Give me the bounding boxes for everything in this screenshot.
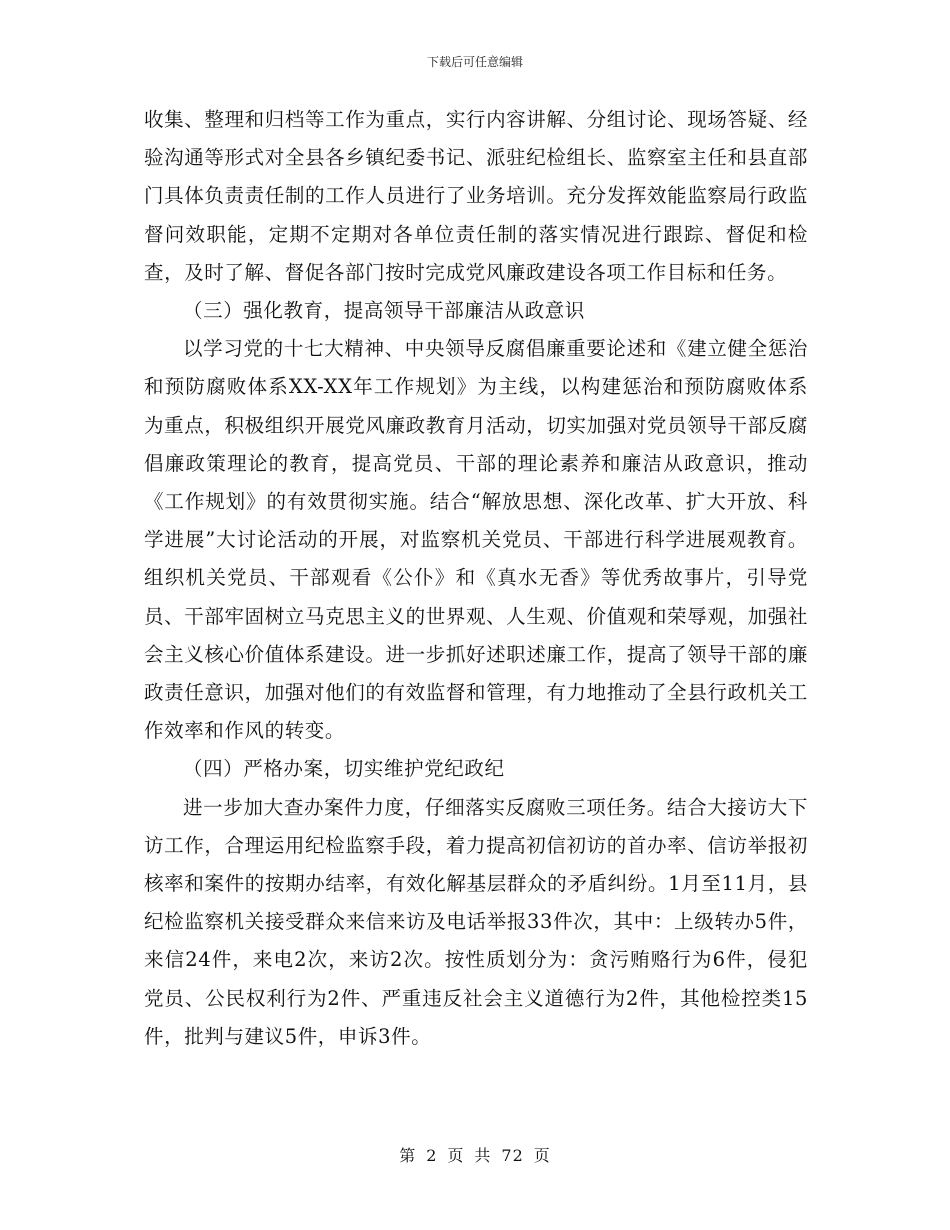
document-body	[144, 101, 808, 1056]
footer-total-pages: 72	[501, 1146, 524, 1165]
paragraph-continuation: 收集、整理和归档等工作为重点，实行内容讲解、分组讨论、现场答疑、经验沟通等形式对全县各乡镇纪委书记、派驻纪检组长、监察室主任和县直部门具体负责责任制的工作人员进行了业务培训。充分发挥效能监察局行政监督问效职能，定期不定期对各单位责任制的落实情况进行跟踪、督促和检查，及时了解、督促各部门按时完成党风廉政建设各项工作目标和任务。	[144, 108, 808, 284]
footer-current-page: 2	[426, 1146, 438, 1165]
footer-prefix: 第	[399, 1146, 417, 1165]
footer-suffix: 页	[533, 1146, 551, 1165]
section-heading-3: （三）强化教育，提高领导干部廉洁从政意识	[183, 299, 586, 323]
footer-page-word: 页	[447, 1146, 465, 1165]
page-header-note: 下载后可任意编辑	[426, 55, 523, 69]
paragraph-education: 以学习党的十七大精神、中央领导反腐倡廉重要论述和《建立健全惩治和预防腐败体系XX-XX年工作规划》为主线，以构建惩治和预防腐败体系为重点，积极组织开展党风廉政教育月活动，切实加强对党员领导干部反腐倡廉政策理论的教育，提高党员、干部的理论素养和廉洁从政意识，推动《工作规划》的有效贯彻实施。结合“解放思想、深化改革、扩大开放、科学进展”大讨论活动的开展，对监察机关党员、干部进行科学进展观教育。组织机关党员、干部观看《公仆》和《真水无香》等优秀故事片，引导党员、干部牢固树立马克思主义的世界观、人生观、价值观和荣辱观，加强社会主义核心价值体系建设。进一步抓好述职述廉工作，提高了领导干部的廉政责任意识，加强对他们的有效监督和管理，有力地推动了全县行政机关工作效率和作风的转变。	[144, 337, 808, 743]
page-footer	[0, 1146, 950, 1166]
section-heading-4: （四）严格办案，切实维护党纪政纪	[183, 757, 505, 781]
paragraph-case-handling: 进一步加大查办案件力度，仔细落实反腐败三项任务。结合大接访大下访工作，合理运用纪检监察手段，着力提高初信初访的首办率、信访举报初核率和案件的按期办结率，有效化解基层群众的矛盾纠纷。1月至11月，县纪检监察机关接受群众来信来访及电话举报33件次，其中：上级转办5件，来信24件，来电2次，来访2次。按性质划分为：贪污贿赂行为6件，侵犯党员、公民权利行为2件、严重违反社会主义道德行为2件，其他检控类15件，批判与建议5件，申诉3件。	[144, 795, 808, 1048]
footer-total-word: 共	[474, 1146, 492, 1165]
